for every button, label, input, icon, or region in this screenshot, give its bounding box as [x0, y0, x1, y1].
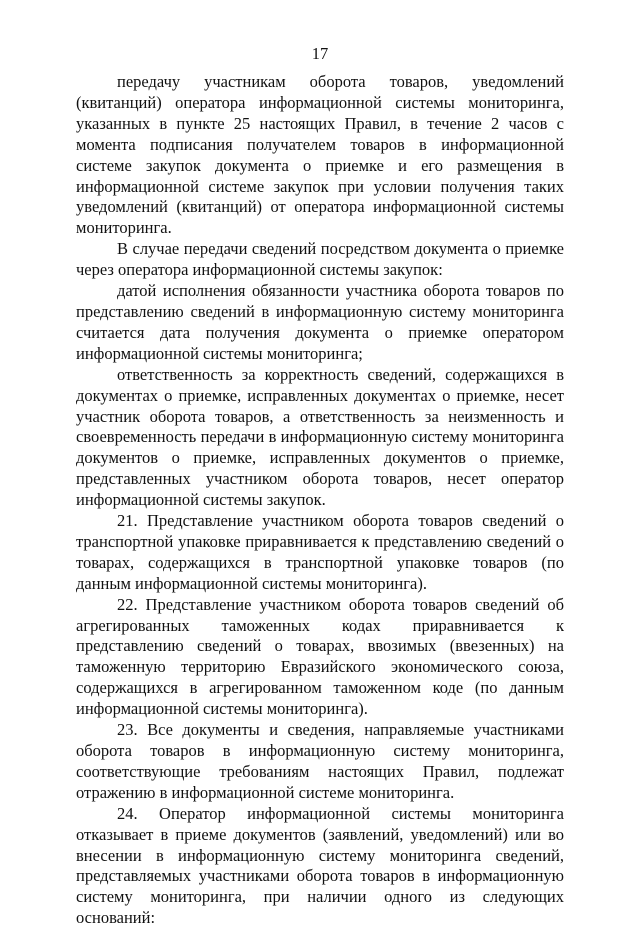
- page-number: 17: [311, 44, 329, 63]
- paragraph-item-21: 21. Представление участником оборота товаров сведений о транспортной упаковке приравнивается к представлению сведений о товарах, содержащихся в транспортной упаковке товаров (по данным информационной системы мониторинга).: [76, 511, 564, 593]
- paragraph-obligation-date: датой исполнения обязанности участника оборота товаров по представлению сведений в информационную систему мониторинга считается дата получения документа о приемке оператором информационной системы мониторинга;: [76, 281, 564, 363]
- paragraph-responsibility: ответственность за корректность сведений, содержащихся в документах о приемке, исправленных документах о приемке, несет участник оборота товаров, а ответственность за неизменность и своевременность передачи в информационную систему мониторинга документов о приемке, исправленных документов о приемке, представленных участником оборота товаров, несет оператор информационной системы закупок.: [76, 364, 564, 510]
- paragraph-procurement-operator: В случае передачи сведений посредством документа о приемке через оператора информационной системы закупок:: [76, 239, 564, 280]
- paragraph-item-24: 24. Оператор информационной системы мониторинга отказывает в приеме документов (заявлений, уведомлений) или во внесении в информационную систему мониторинга сведений, представляемых участниками оборота товаров в информационную систему мониторинга, при наличии одного из следующих оснований:: [76, 803, 564, 928]
- document-body: [76, 72, 564, 929]
- paragraph-continuation: передачу участникам оборота товаров, уведомлений (квитанций) оператора информационной системы мониторинга, указанных в пункте 25 настоящих Правил, в течение 2 часов с момента подписания получателем товаров в информационной системе закупок документа о приемке и его размещения в информационной системе закупок при условии получения таких уведомлений (квитанций) от оператора информационной системы мониторинга.: [76, 72, 564, 238]
- paragraph-item-23: 23. Все документы и сведения, направляемые участниками оборота товаров в информационную систему мониторинга, соответствующие требованиям настоящих Правил, подлежат отражению в информационной системе мониторинга.: [76, 720, 564, 802]
- paragraph-item-22: 22. Представление участником оборота товаров сведений об агрегированных таможенных кодах приравнивается к представлению сведений о товарах, ввозимых (ввезенных) на таможенную территорию Евразийского экономического союза, содержащихся в агрегированном таможенном коде (по данным информационной системы мониторинга).: [76, 594, 564, 719]
